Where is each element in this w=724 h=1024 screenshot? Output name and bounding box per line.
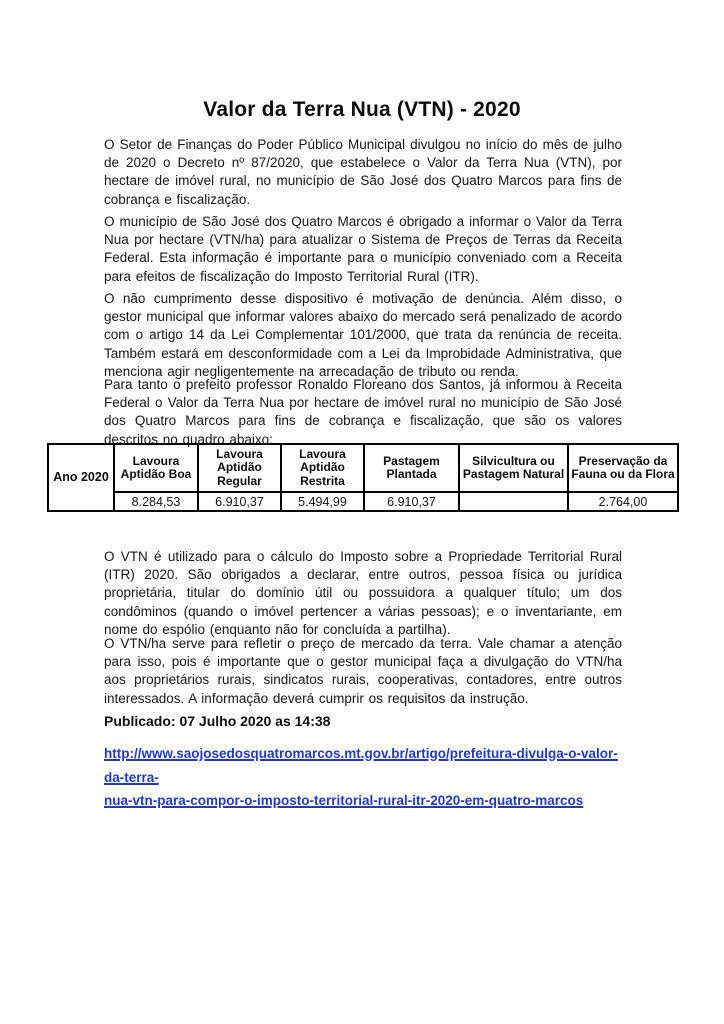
table-header-preservacao: Preservação da Fauna ou da Flora: [568, 444, 678, 492]
paragraph-prefeito-valores: Para tanto o prefeito professor Ronaldo Floreano dos Santos, já informou à Receita Federal o Valor da Terra Nua por hectare de imóvel rural no município de São José dos Quatro Marcos para fins de cobrança e fiscalização, que são os valores descritos no quadro abaixo:: [104, 376, 622, 447]
article-hyperlink-line-1[interactable]: http://www.saojosedosquatromarcos.mt.gov.br/artigo/prefeitura-divulga-o-valor-da-terra-: [104, 746, 618, 785]
table-value-pastagem-plantada: 6.910,37: [364, 492, 459, 511]
table-value-preservacao: 2.764,00: [568, 492, 678, 511]
table-value-silvicultura: [459, 492, 568, 511]
table-header-silvicultura: Silvicultura ou Pastagem Natural: [459, 444, 568, 492]
paragraph-intro-decreto: O Setor de Finanças do Poder Público Municipal divulgou no início do mês de julho de 2020 o Decreto nº 87/2020, que estabelece o Valor da Terra Nua (VTN), por hectare de imóvel rural, no município de São José dos Quatro Marcos para fins de cobrança e fiscalização.: [104, 136, 622, 207]
paragraph-obrigacao-informar: O município de São José dos Quatro Marcos é obrigado a informar o Valor da Terra Nua por hectare (VTN/ha) para atualizar o Sistema de Preços de Terras da Receita Federal. Esta informação é importante para o município conveniado com a Receita para efeitos de fiscalização do Imposto Territorial Rural (ITR).: [104, 213, 622, 284]
table-header-pastagem-plantada: Pastagem Plantada: [364, 444, 459, 492]
table-year-cell: Ano 2020: [48, 444, 114, 511]
table-header-lavoura-restrita: Lavoura Aptidão Restrita: [281, 444, 364, 492]
published-timestamp: Publicado: 07 Julho 2020 as 14:38: [104, 713, 331, 729]
table-header-lavoura-regular: Lavoura Aptidão Regular: [198, 444, 281, 492]
article-hyperlink[interactable]: [104, 742, 622, 813]
vtn-values-table: [47, 443, 679, 512]
table-value-lavoura-regular: 6.910,37: [198, 492, 281, 511]
paragraph-nao-cumprimento: O não cumprimento desse dispositivo é motivação de denúncia. Além disso, o gestor municipal que informar valores abaixo do mercado será penalizado de acordo com o artigo 14 da Lei Complementar 101/2000, que trata da renúncia de receita. Também estará em desconformidade com a Lei da Improbidade Administrativa, que menciona agir negligentemente na arrecadação de tributo ou renda.: [104, 290, 622, 380]
table-header-lavoura-boa: Lavoura Aptidão Boa: [114, 444, 198, 492]
document-title: Valor da Terra Nua (VTN) - 2020: [203, 98, 521, 122]
paragraph-vtn-ha-divulgacao: O VTN/ha serve para refletir o preço de mercado da terra. Vale chamar a atenção para isso, pois é importante que o gestor municipal faça a divulgação do VTN/ha aos proprietários rurais, sindicatos rurais, cooperativas, contadores, entre outros interessados. A informação deverá cumprir os requisitos da instrução.: [104, 635, 622, 706]
table-value-row: [48, 492, 678, 511]
paragraph-vtn-calculo-itr: O VTN é utilizado para o cálculo do Imposto sobre a Propriedade Territorial Rural (ITR) 2020. São obrigados a declarar, entre outros, pessoa física ou jurídica proprietária, titular do domínio útil ou possuidora a qualquer título; um dos condôminos (quando o imóvel pertencer a várias pessoas); e o inventariante, em nome do espólio (enquanto não for concluída a partilha).: [104, 548, 622, 638]
table-value-lavoura-boa: 8.284,53: [114, 492, 198, 511]
table-header-row: [48, 444, 678, 492]
table-value-lavoura-restrita: 5.494,99: [281, 492, 364, 511]
article-hyperlink-line-2[interactable]: nua-vtn-para-compor-o-imposto-territorial-rural-itr-2020-em-quatro-marcos: [104, 793, 584, 808]
